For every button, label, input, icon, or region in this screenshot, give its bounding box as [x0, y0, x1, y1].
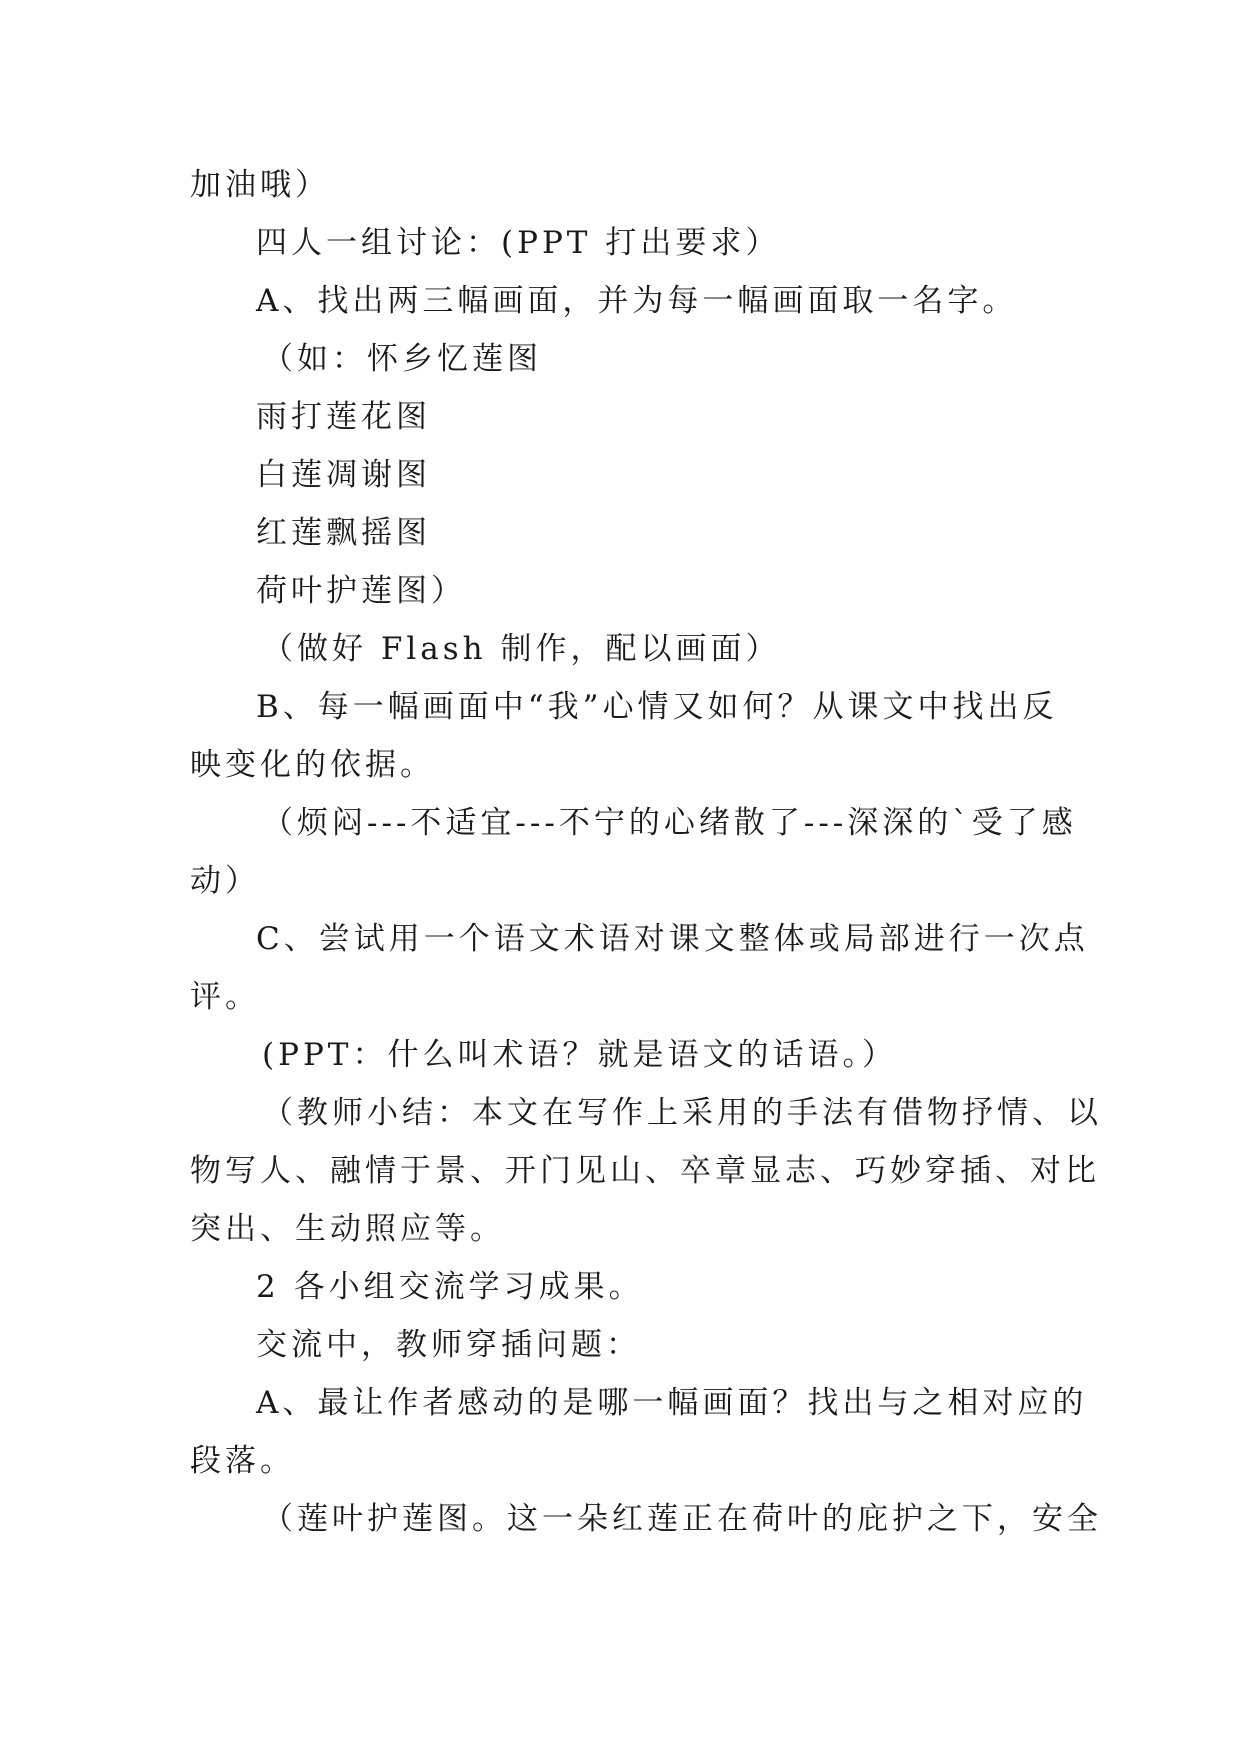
paragraph-line: 评。 [190, 979, 260, 1015]
paragraph-line: 加油哦） [190, 167, 330, 203]
paragraph-line: B、每一幅画面中“我”心情又如何？从课文中找出反 [256, 689, 1058, 725]
paragraph-line: 2 各小组交流学习成果。 [256, 1269, 644, 1305]
paragraph-line: C、尝试用一个语文术语对课文整体或局部进行一次点 [256, 921, 1089, 957]
paragraph-line: 动） [190, 863, 260, 899]
paragraph-line: 突出、生动照应等。 [190, 1211, 505, 1247]
paragraph-line: 荷叶护莲图） [256, 573, 466, 609]
paragraph-line: （教师小结：本文在写作上采用的手法有借物抒情、以 [262, 1095, 1102, 1131]
paragraph-line: 映变化的依据。 [190, 747, 435, 783]
paragraph-line: 红莲飘摇图 [256, 515, 431, 551]
paragraph-line: （做好 Flash 制作，配以画面） [262, 631, 781, 667]
paragraph-line: 交流中，教师穿插问题： [256, 1327, 641, 1363]
paragraph-line: A、最让作者感动的是哪一幅画面？找出与之相对应的 [256, 1385, 1088, 1421]
paragraph-line: （莲叶护莲图。这一朵红莲正在荷叶的庇护之下，安全 [262, 1501, 1102, 1537]
paragraph-line: 物写人、融情于景、开门见山、卒章显志、巧妙穿插、对比 [190, 1153, 1100, 1189]
paragraph-line: A、找出两三幅画面，并为每一幅画面取一名字。 [256, 283, 1018, 319]
paragraph-line: 白莲凋谢图 [256, 457, 431, 493]
paragraph-line: 四人一组讨论：(PPT 打出要求） [256, 225, 781, 261]
paragraph-line: 雨打莲花图 [256, 399, 431, 435]
paragraph-line: （如：怀乡忆莲图 [262, 341, 542, 377]
paragraph-line: （烦闷---不适宜---不宁的心绪散了---深深的`受了感 [262, 805, 1077, 841]
paragraph-line: (PPT：什么叫术语？就是语文的话语。） [262, 1037, 897, 1073]
paragraph-line: 段落。 [190, 1443, 295, 1479]
